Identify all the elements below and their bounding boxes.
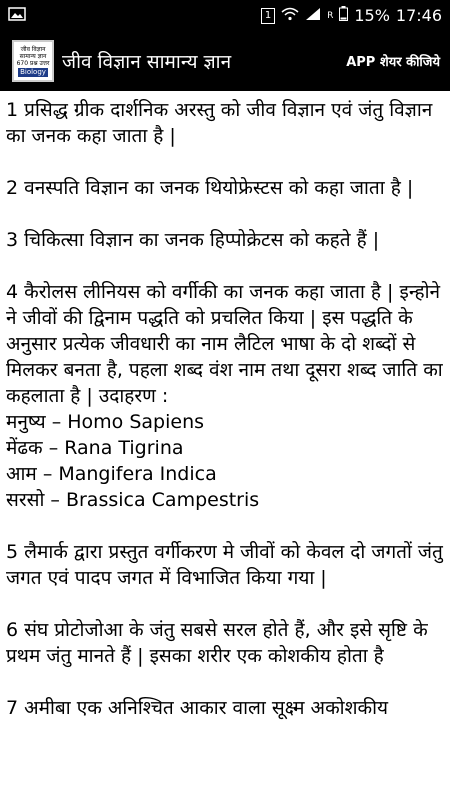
- fact-6: 6 संघ प्रोटोजोआ के जंतु सबसे सरल होते हैं, और इसे सृष्टि के प्रथम जंतु मानते हैं | इसका शरीर एक कोशकीय होता है: [6, 619, 428, 667]
- fact-4: [6, 279, 444, 513]
- status-bar: [0, 0, 450, 31]
- fact-1: 1 प्रसिद्ध ग्रीक दार्शनिक अरस्तु को जीव विज्ञान एवं जंतु विज्ञान का जनक कहा जाता है |: [6, 99, 433, 147]
- example-4: सरसो – Brassica Campestris: [6, 489, 260, 511]
- fact-5: 5 लैमार्क द्वारा प्रस्तुत वर्गीकरण मे जीवों को केवल दो जगतों जंतु जगत एवं पादप जगत में विभाजित किया गया |: [6, 541, 443, 589]
- share-app-button[interactable]: APP शेयर कीजिये: [346, 55, 440, 70]
- fact-2: 2 वनस्पति विज्ञान का जनक थियोफ्रेस्टस को कहा जाता है |: [6, 177, 414, 199]
- example-1: मनुष्य – Homo Sapiens: [6, 411, 205, 433]
- signal-icon: [305, 6, 321, 25]
- logo-tag: Biology: [20, 67, 46, 76]
- fact-4-text: 4 कैरोलस लीनियस को वर्गीकी का जनक कहा जाता है | इन्होने ने जीवों की द्विनाम पद्धति को प्रचलित किया | इस पद्धति के अनुसार प्रत्येक जीवधारी का नाम लैटिल भाषा के दो शब्दों से मिलकर बनता है, पहला शब्द वंश नाम तथा दूसरा शब्द जाति का कहलाता है | उदाहरण :: [6, 281, 443, 407]
- example-3: आम – Mangifera Indica: [6, 463, 217, 485]
- status-bar-left: [8, 6, 26, 25]
- logo-line-3: 670 प्रश्न उत्तर: [16, 59, 50, 67]
- battery-percent: 15%: [354, 6, 390, 25]
- example-2: मेंढक – Rana Tigrina: [6, 437, 184, 459]
- fact-3: 3 चिकित्सा विज्ञान का जनक हिप्पोक्रेटस को कहते हैं |: [6, 229, 380, 251]
- app-title: जीव विज्ञान सामान्य ज्ञान: [62, 51, 232, 73]
- app-logo: [12, 40, 54, 82]
- logo-line-1: जीव विज्ञान: [20, 45, 46, 53]
- carrier-label: R: [327, 10, 334, 21]
- app-bar: [0, 31, 450, 91]
- status-bar-right: [261, 6, 442, 25]
- sim-icon: 1: [261, 8, 275, 24]
- content-area: [0, 91, 450, 721]
- fact-7: 7 अमीबा एक अनिश्चित आकार वाला सूक्ष्म अकोशकीय: [6, 697, 389, 719]
- image-icon: [8, 6, 26, 25]
- logo-line-2: सामान्य ज्ञान: [19, 52, 47, 60]
- wifi-icon: [281, 6, 299, 25]
- battery-icon: [339, 6, 348, 25]
- clock: 17:46: [395, 6, 442, 25]
